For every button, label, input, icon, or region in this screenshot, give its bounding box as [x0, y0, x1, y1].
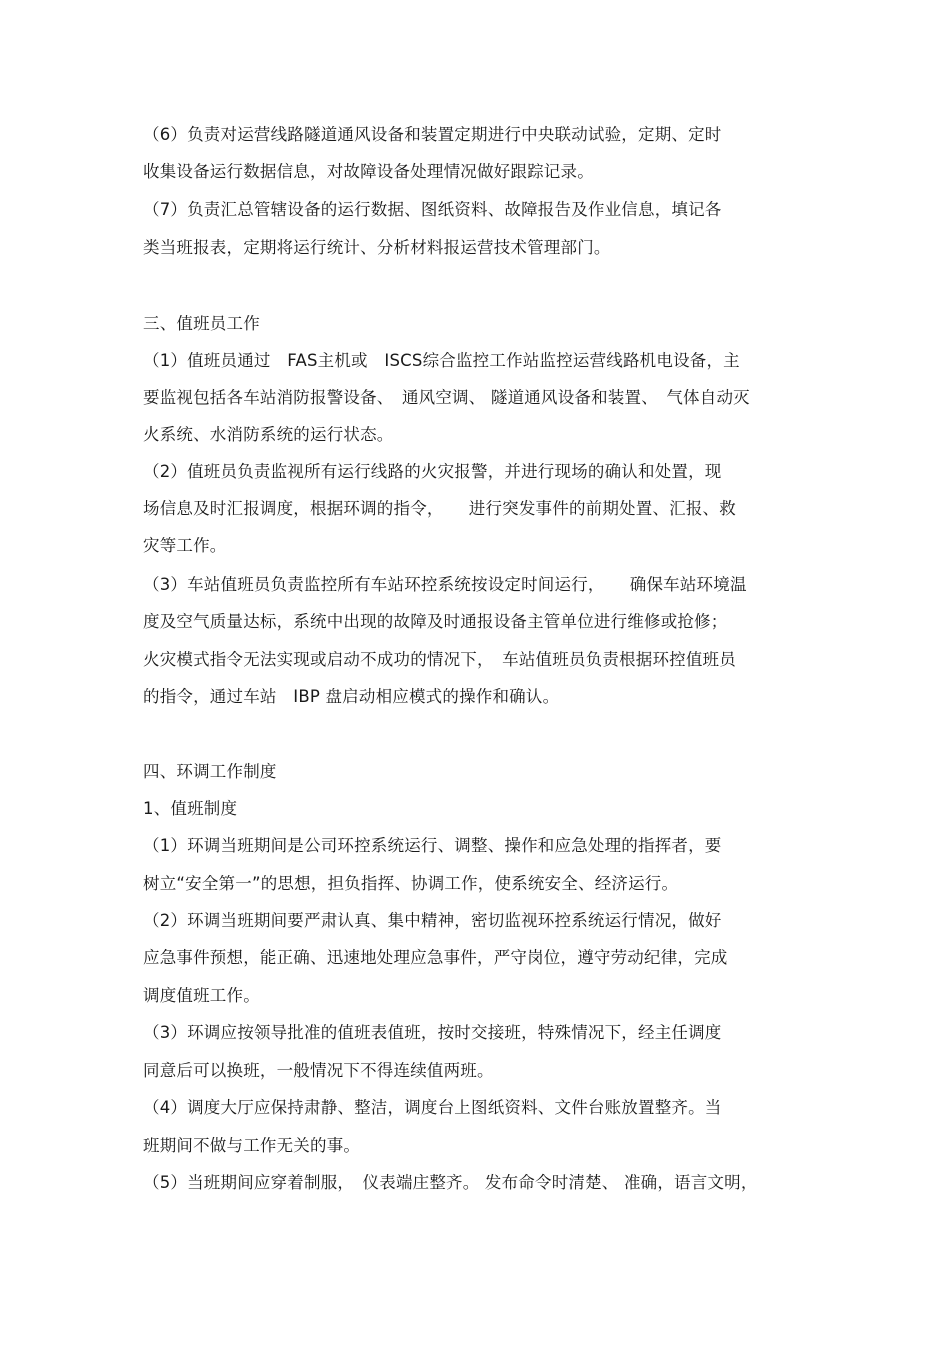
text-line: （3）环调应按领导批准的值班表值班，按时交接班，特殊情况下，经主任调度 [143, 1023, 722, 1042]
text-line: （5）当班期间应穿着制服， 仪表端庄整齐。 发布命令时清楚、 准确，语言文明， [143, 1173, 758, 1192]
text-line: （1）值班员通过 FAS主机或 ISCS综合监控工作站监控运营线路机电设备，主 [143, 351, 740, 370]
text-line: （6）负责对运营线路隧道通风设备和装置定期进行中央联动试验，定期、定时 [143, 125, 722, 144]
text-line: 类当班报表，定期将运行统计、分析材料报运营技术管理部门。 [143, 238, 611, 257]
text-line: （1）环调当班期间是公司环控系统运行、调整、操作和应急处理的指挥者，要 [143, 836, 722, 855]
text-line: 收集设备运行数据信息，对故障设备处理情况做好跟踪记录。 [143, 162, 594, 181]
text-line: 同意后可以换班，一般情况下不得连续值两班。 [143, 1061, 494, 1080]
section-heading: 四、环调工作制度 [143, 762, 277, 781]
text-line: 班期间不做与工作无关的事。 [143, 1136, 361, 1155]
text-line: 度及空气质量达标，系统中出现的故障及时通报设备主管单位进行维修或抢修； [143, 612, 728, 631]
text-line: （3）车站值班员负责监控所有车站环控系统按设定时间运行， 确保车站环境温 [143, 575, 747, 594]
section-heading: 三、值班员工作 [143, 314, 260, 333]
text-line: 树立“安全第一”的思想，担负指挥、协调工作，使系统安全、经济运行。 [143, 874, 679, 893]
text-line: （4）调度大厅应保持肃静、整洁，调度台上图纸资料、文件台账放置整齐。当 [143, 1098, 722, 1117]
text-line: 灾等工作。 [143, 536, 227, 555]
subsection-heading: 1、值班制度 [143, 799, 238, 818]
text-line: 火系统、水消防系统的运行状态。 [143, 425, 394, 444]
text-line: （2）环调当班期间要严肃认真、集中精神，密切监视环控系统运行情况，做好 [143, 911, 722, 930]
text-line: 应急事件预想，能正确、迅速地处理应急事件，严守岗位，遵守劳动纪律，完成 [143, 948, 728, 967]
text-line: 火灾模式指令无法实现或启动不成功的情况下， 车站值班员负责根据环控值班员 [143, 650, 736, 669]
text-line: 要监视包括各车站消防报警设备、 通风空调、 隧道通风设备和装置、 气体自动灭 [143, 388, 750, 407]
text-line: （7）负责汇总管辖设备的运行数据、图纸资料、故障报告及作业信息，填记各 [143, 200, 722, 219]
text-line: 场信息及时汇报调度，根据环调的指令， 进行突发事件的前期处置、汇报、救 [143, 499, 736, 518]
text-line: （2）值班员负责监视所有运行线路的火灾报警，并进行现场的确认和处置，现 [143, 462, 722, 481]
text-line: 调度值班工作。 [143, 986, 260, 1005]
text-line: 的指令，通过车站 IBP 盘启动相应模式的操作和确认。 [143, 687, 560, 706]
